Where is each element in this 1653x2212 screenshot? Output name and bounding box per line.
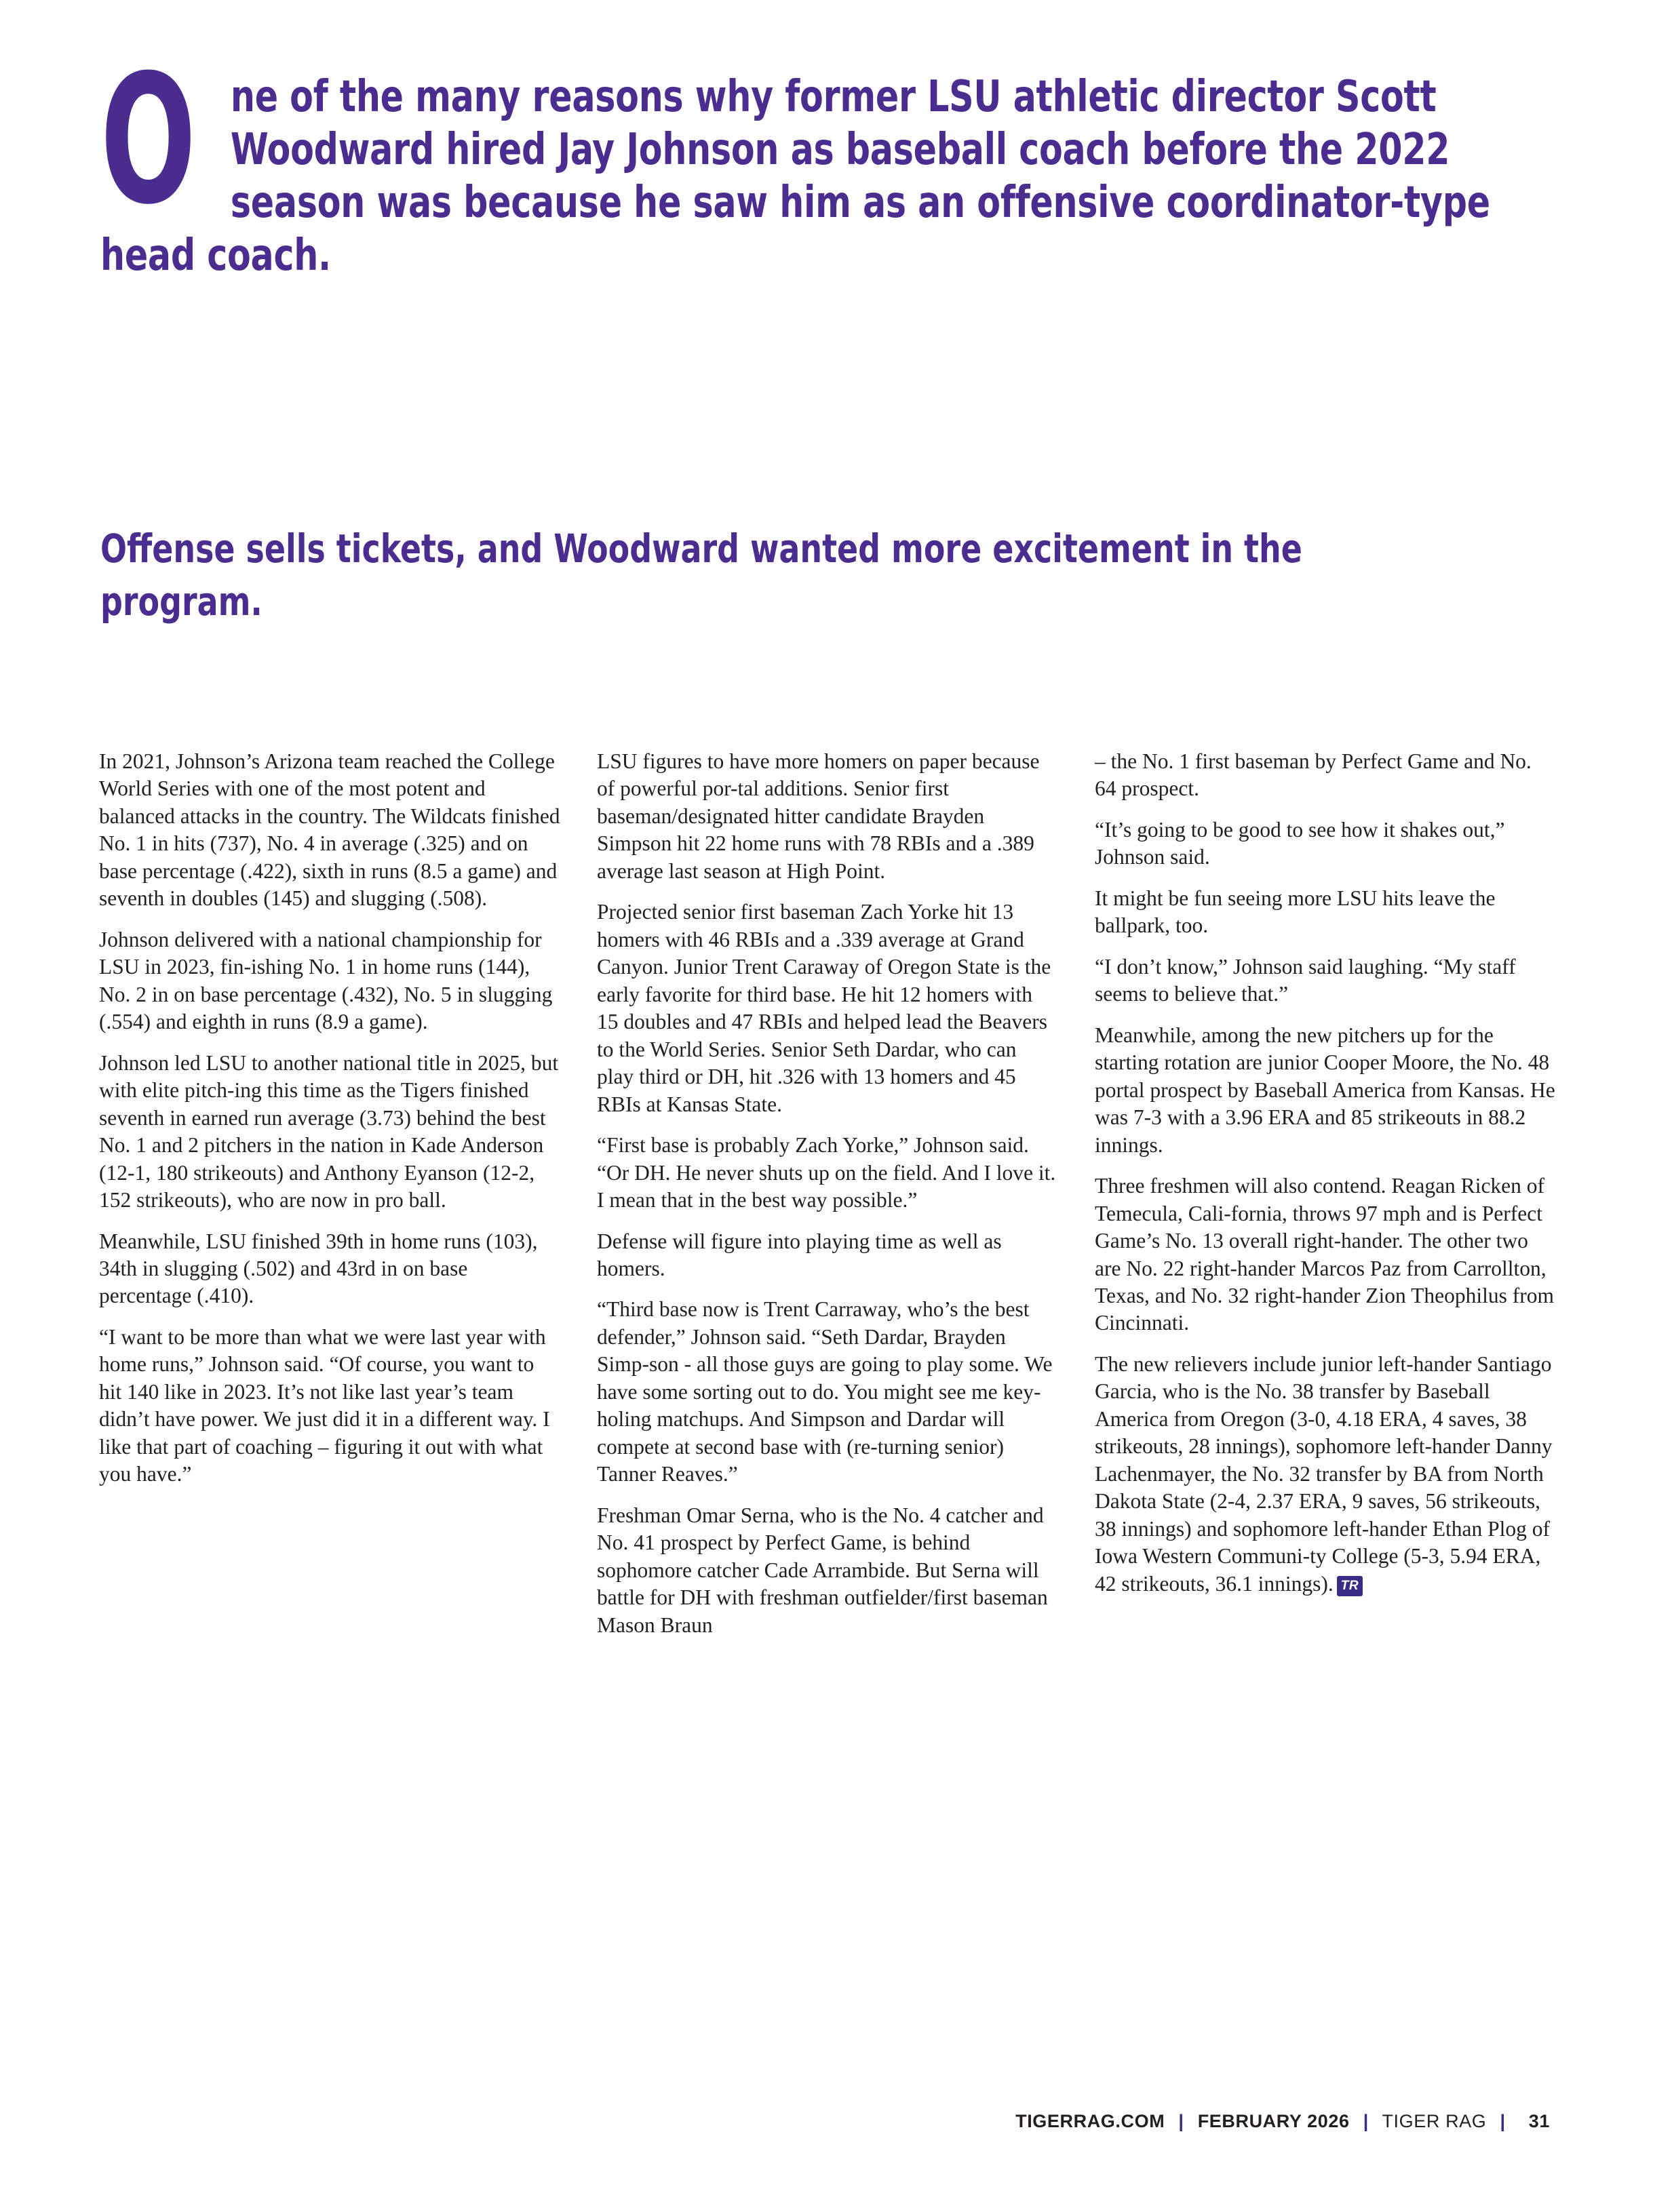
paragraph-text: The new relievers include junior left-hander Santiago Garcia, who is the No. 38 transfer by Baseball America from Oregon (3-0, 4.18 ERA, 4 saves, 38 strikeouts, 28 innings), sophomore left-hander Danny Lachenmayer, the No. 32 transfer by BA from North Dakota State (2-4, 2.37 ERA, 9 saves, 56 strikeouts, 38 innings) and sophomore left-hander Ethan Plog of Iowa Western Communi-ty College (5-3, 5.94 ERA, 42 strikeouts, 36.1 innings). <box>1095 1351 1553 1596</box>
footer-separator: | <box>1178 2111 1184 2131</box>
paragraph: In 2021, Johnson’s Arizona team reached the College World Series with one of the most potent and balanced attacks in the country. The Wildcats finished No. 1 in hits (737), No. 4 in average (.325) and on base percentage (.422), sixth in runs (8.5 a game) and seventh in doubles (145) and slugging (.508). <box>99 749 560 911</box>
article-body <box>99 748 1556 2097</box>
body-column-2 <box>597 748 1058 2097</box>
deck-paragraph-secondary: Offense sells tickets, and Woodward wanted more excitement in the program. <box>100 526 1302 625</box>
paragraph: Johnson led LSU to another national title in 2025, but with elite pitch-ing this time as the Tigers finished seventh in earned run average (3.73) behind the best No. 1 and 2 pitchers in the nation in Kade Anderson (12-1, 180 strikeouts) and Anthony Eyanson (12-2, 152 strikeouts), who are now in pro ball. <box>99 1050 559 1212</box>
footer-separator: | <box>1363 2111 1369 2131</box>
footer-site: TIGERRAG.COM <box>1015 2111 1165 2131</box>
paragraph: LSU figures to have more homers on paper because of powerful por-tal additions. Senior first baseman/designated hitter candidate Brayden Simpson hit 22 home runs with 78 RBIs and a .389 average last season at High Point. <box>597 749 1040 883</box>
body-column-1 <box>99 748 560 2097</box>
paragraph: Defense will figure into playing time as well as homers. <box>597 1229 1002 1280</box>
end-of-article-mark: TR <box>1337 1576 1363 1596</box>
paragraph: “It’s going to be good to see how it shakes out,” Johnson said. <box>1095 817 1505 869</box>
paragraph: Freshman Omar Serna, who is the No. 4 catcher and No. 41 prospect by Perfect Game, is behind sophomore catcher Cade Arrambide. But Serna will battle for DH with freshman outfielder/first baseman Mason Braun <box>597 1503 1048 1637</box>
paragraph: Johnson delivered with a national championship for LSU in 2023, fin-ishing No. 1 in home runs (144), No. 2 in on base percentage (.432), No. 5 in slugging (.554) and eighth in runs (8.9 a game). <box>99 927 553 1034</box>
paragraph: It might be fun seeing more LSU hits leave the ballpark, too. <box>1095 886 1496 938</box>
footer-issue: FEBRUARY 2026 <box>1197 2111 1350 2131</box>
paragraph-last <box>1095 1351 1556 1598</box>
footer-page-number: 31 <box>1528 2111 1550 2131</box>
paragraph: “Third base now is Trent Carraway, who’s the best defender,” Johnson said. “Seth Dardar, Brayden Simp-son - all those guys are going to play some. We have some sorting out to do. You might see me key-holing matchups. And Simpson and Dardar will compete at second base with (re-turning senior) Tanner Reaves.” <box>597 1297 1053 1486</box>
body-column-3 <box>1095 748 1556 2097</box>
paragraph: Three freshmen will also contend. Reagan Ricken of Temecula, Cali-fornia, throws 97 mph and is Perfect Game’s No. 13 overall right-hander. The other two are No. 22 right-hander Marcos Paz from Carrollton, Texas, and No. 32 right-hander Zion Theophilus from Cincinnati. <box>1095 1174 1554 1335</box>
paragraph: – the No. 1 first baseman by Perfect Game and No. 64 prospect. <box>1095 749 1532 801</box>
paragraph: “I want to be more than what we were last year with home runs,” Johnson said. “Of course, you want to hit 140 like in 2023. It’s not like last year’s team didn’t have power. We just did it in a different way. I like that part of coaching – figuring it out with what you have.” <box>99 1324 550 1486</box>
paragraph: Meanwhile, LSU finished 39th in home runs (103), 34th in slugging (.502) and 43rd in on base percentage (.410). <box>99 1229 538 1308</box>
paragraph: Projected senior first baseman Zach Yorke hit 13 homers with 46 RBIs and a .339 average at Grand Canyon. Junior Trent Caraway of Oregon State is the early favorite for third base. He hit 12 homers with 15 doubles and 47 RBIs and helped lead the Beavers to the World Series. Senior Seth Dardar, who can play third or DH, hit .326 with 13 homers and 45 RBIs at Kansas State. <box>597 900 1051 1116</box>
deck-paragraph-primary <box>100 37 1545 282</box>
footer-magazine: TIGER RAG <box>1382 2111 1487 2131</box>
deck-text-primary: ne of the many reasons why former LSU athletic director Scott Woodward hired Jay Johnson as baseball coach before the 2022 season was because he saw him as an offensive coordinator-type head coach. <box>100 72 1490 281</box>
paragraph: “I don’t know,” Johnson said laughing. “My staff seems to believe that.” <box>1095 954 1516 1006</box>
paragraph: Meanwhile, among the new pitchers up for the starting rotation are junior Cooper Moore, the No. 48 portal prospect by Baseball America from Kansas. He was 7-3 with a 3.96 ERA and 85 strikeouts in 88.2 innings. <box>1095 1023 1555 1157</box>
page-footer <box>0 2111 1653 2132</box>
drop-cap: O <box>100 37 196 243</box>
article-deck <box>100 37 1545 282</box>
footer-separator: | <box>1500 2111 1506 2131</box>
paragraph: “First base is probably Zach Yorke,” Johnson said. “Or DH. He never shuts up on the field. And I love it. I mean that in the best way possible.” <box>597 1133 1056 1212</box>
